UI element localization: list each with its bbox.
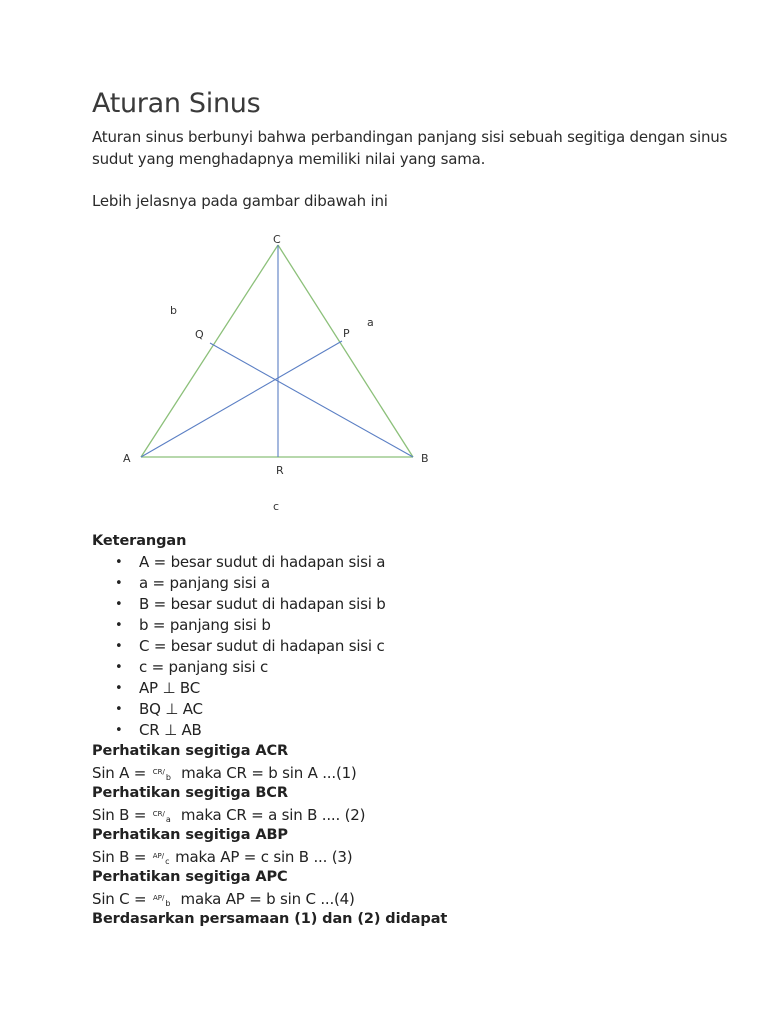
- equation-lhs: Sin A =: [92, 764, 151, 782]
- triangle-diagram: [110, 228, 450, 518]
- list-item: [92, 657, 732, 678]
- derivation-heading-apc: Perhatikan segitiga APC: [92, 869, 288, 885]
- list-item-text: C = besar sudut di hadapan sisi c: [139, 637, 385, 655]
- bullet-icon: •: [115, 576, 123, 591]
- list-item: [92, 678, 732, 699]
- lead-paragraph: Lebih jelasnya pada gambar dibawah ini: [92, 192, 388, 210]
- list-item-text: a = panjang sisi a: [139, 574, 270, 592]
- conclusion-heading: Berdasarkan persamaan (1) dan (2) didapat: [92, 911, 448, 927]
- equation-line: [92, 888, 732, 909]
- fraction: AP/c: [152, 852, 170, 866]
- fraction-numerator: AP: [152, 852, 162, 860]
- page-title: Aturan Sinus: [92, 88, 261, 119]
- derivation-heading-abp: Perhatikan segitiga ABP: [92, 827, 288, 843]
- equation-lhs: Sin B =: [92, 806, 151, 824]
- list-item: [92, 699, 732, 720]
- list-item-text: c = panjang sisi c: [139, 658, 269, 676]
- keterangan-heading: Keterangan: [92, 533, 187, 549]
- bullet-icon: •: [115, 618, 123, 633]
- equation-rhs: maka CR = b sin A ...(1): [171, 764, 357, 782]
- fraction-numerator: CR: [152, 768, 163, 776]
- list-item-text: AP ⊥ BC: [139, 679, 201, 697]
- side-c-label: c: [273, 500, 280, 513]
- fraction: CR/b: [152, 768, 171, 782]
- fraction: AP/b: [152, 894, 171, 908]
- derivation-heading-acr: Perhatikan segitiga ACR: [92, 743, 289, 759]
- bullet-icon: •: [115, 702, 123, 717]
- equation-rhs: maka AP = c sin B ... (3): [170, 848, 353, 866]
- notes-section: [92, 531, 732, 930]
- list-item: [92, 615, 732, 636]
- equation-line: [92, 804, 732, 825]
- point-q-label: Q: [195, 328, 204, 341]
- equation-line: [92, 846, 732, 867]
- fraction-numerator: CR: [152, 810, 163, 818]
- equation-rhs: maka CR = a sin B .... (2): [171, 806, 366, 824]
- vertex-b-label: B: [421, 452, 429, 465]
- vertex-c-label: C: [273, 233, 281, 246]
- bullet-icon: •: [115, 681, 123, 696]
- equation-line: [92, 762, 732, 783]
- list-item-text: B = besar sudut di hadapan sisi b: [139, 595, 386, 613]
- list-item-text: b = panjang sisi b: [139, 616, 271, 634]
- bullet-icon: •: [115, 639, 123, 654]
- bullet-icon: •: [115, 723, 123, 738]
- side-a-label: a: [367, 316, 374, 329]
- list-item: [92, 573, 732, 594]
- fraction: CR/a: [152, 810, 171, 824]
- list-item-text: CR ⊥ AB: [139, 721, 202, 739]
- fraction-denominator: a: [165, 815, 171, 824]
- intro-paragraph: Aturan sinus berbunyi bahwa perbandingan panjang sisi sebuah segitiga dengan sinus sudut yang menghadapnya memiliki nilai yang sama.: [92, 128, 728, 168]
- fraction-denominator: b: [165, 899, 171, 908]
- bullet-icon: •: [115, 555, 123, 570]
- list-item: [92, 594, 732, 615]
- list-item-text: A = besar sudut di hadapan sisi a: [139, 553, 386, 571]
- side-ac-line: [141, 245, 278, 457]
- list-item-text: BQ ⊥ AC: [139, 700, 203, 718]
- point-r-label: R: [276, 464, 284, 477]
- altitude-ap-line: [141, 341, 342, 457]
- derivation-heading-bcr: Perhatikan segitiga BCR: [92, 785, 288, 801]
- list-item: [92, 720, 732, 741]
- fraction-denominator: b: [165, 773, 171, 782]
- fraction-numerator: AP: [152, 894, 162, 902]
- side-b-label: b: [170, 304, 177, 317]
- equation-rhs: maka AP = b sin C ...(4): [171, 890, 355, 908]
- side-bc-line: [278, 245, 413, 457]
- triangle-figure: [110, 228, 450, 518]
- vertex-a-label: A: [123, 452, 131, 465]
- legend-list: [92, 552, 732, 741]
- list-item: [92, 636, 732, 657]
- bullet-icon: •: [115, 660, 123, 675]
- point-p-label: P: [343, 327, 350, 340]
- bullet-icon: •: [115, 597, 123, 612]
- fraction-denominator: c: [165, 857, 170, 866]
- list-item: [92, 552, 732, 573]
- equation-lhs: Sin C =: [92, 890, 151, 908]
- equation-lhs: Sin B =: [92, 848, 151, 866]
